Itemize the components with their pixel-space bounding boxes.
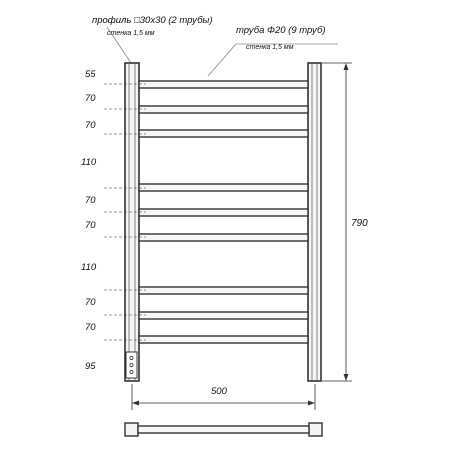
tube-7 (139, 287, 308, 294)
spacing-label: 70 (85, 220, 96, 231)
tube-wall-label: стенка 1,5 мм (246, 44, 294, 51)
tube-4 (139, 184, 308, 191)
spacing-label: 110 (81, 157, 97, 168)
tube-label: труба Φ20 (9 труб) (236, 25, 326, 36)
width-label: 500 (211, 386, 227, 397)
tube-1 (139, 81, 308, 88)
spacing-label: 70 (85, 120, 96, 131)
tube-9 (139, 336, 308, 343)
tube-8 (139, 312, 308, 319)
spacing-label: 70 (85, 297, 96, 308)
spacing-label: 70 (85, 195, 96, 206)
spacing-label: 110 (81, 262, 97, 273)
tube-3 (139, 130, 308, 137)
spacing-label: 95 (85, 361, 96, 372)
tube-2 (139, 106, 308, 113)
top-view (125, 423, 322, 436)
spacing-label: 70 (85, 322, 96, 333)
height-label: 790 (351, 218, 368, 229)
height-dimension (322, 63, 352, 381)
spacing-label: 70 (85, 93, 96, 104)
tube-6 (139, 234, 308, 241)
right-profile (308, 63, 321, 381)
profile-label: профиль □30х30 (2 трубы) (92, 15, 213, 26)
connection-block (126, 352, 137, 378)
tubes (139, 81, 308, 343)
profile-wall-label: стенка 1,5 мм (107, 30, 155, 37)
tube-5 (139, 209, 308, 216)
spacing-label: 55 (85, 69, 96, 80)
spacing-labels (81, 69, 97, 372)
left-profile (125, 63, 139, 381)
